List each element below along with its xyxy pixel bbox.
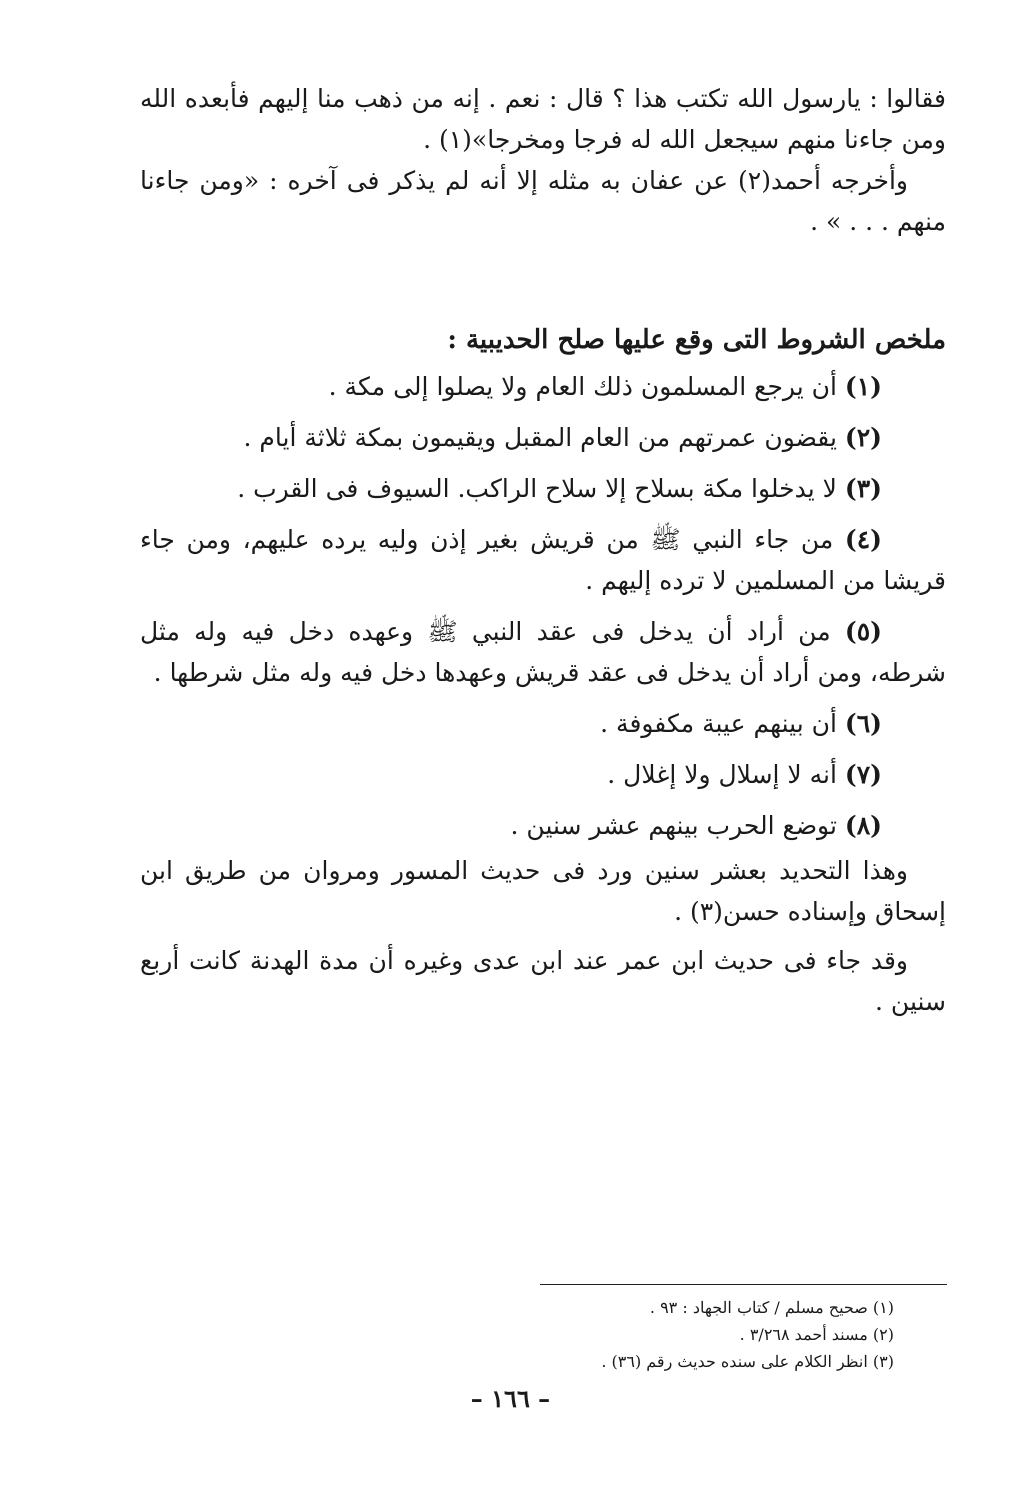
condition-number: (٢) bbox=[844, 423, 882, 452]
footnote-3: (٣) انظر الكلام على سنده حديث رقم (٣٦) . bbox=[601, 1352, 894, 1371]
condition-item-8 bbox=[140, 805, 946, 846]
condition-text: أن بينهم عيبة مكفوفة . bbox=[600, 709, 837, 738]
condition-item-3 bbox=[140, 468, 946, 509]
page-number: – ١٦٦ – bbox=[470, 1384, 551, 1413]
condition-text: لا يدخلوا مكة بسلاح إلا سلاح الراكب. السيوف فى القرب . bbox=[237, 474, 837, 503]
condition-item-5 bbox=[140, 611, 946, 693]
ahmad-narration-paragraph: وأخرجه أحمد(٢) عن عفان به مثله إلا أنه لم يذكر فى آخره : «ومن جاءنا منهم . . . » . bbox=[140, 166, 946, 236]
condition-item-2 bbox=[140, 417, 946, 458]
condition-number: (٦) bbox=[844, 709, 882, 738]
condition-text: من أراد أن يدخل فى عقد النبي ﷺ وعهده دخل فيه وله مثل شرطه، ومن أراد أن يدخل فى عقد قريش وعهدها دخل فيه وله مثل شرطها . bbox=[140, 617, 946, 687]
condition-item-7 bbox=[140, 754, 946, 795]
condition-text: أن يرجع المسلمون ذلك العام ولا يصلوا إلى مكة . bbox=[328, 372, 837, 401]
section-heading: ملخص الشروط التى وقع عليها صلح الحديبية : bbox=[447, 325, 946, 355]
condition-number: (٨) bbox=[844, 811, 882, 840]
condition-number: (٣) bbox=[844, 474, 882, 503]
condition-text: يقضون عمرتهم من العام المقبل ويقيمون بمكة ثلاثة أيام . bbox=[243, 423, 837, 452]
condition-text: من جاء النبي ﷺ من قريش بغير إذن وليه يرده عليهم، ومن جاء قريشا من المسلمين لا ترده إليهم . bbox=[140, 525, 946, 595]
condition-number: (١) bbox=[844, 372, 882, 401]
footnote-2: (٢) مسند أحمد ٣/٢٦٨ . bbox=[739, 1325, 894, 1344]
condition-item-4 bbox=[140, 519, 946, 601]
hadith-quote-paragraph: فقالوا : يارسول الله تكتب هذا ؟ قال : نعم . إنه من ذهب منا إليهم فأبعده الله ومن جاءنا منهم سيجعل الله له فرجا ومخرجا»(١) . bbox=[140, 84, 946, 154]
footnote-divider bbox=[540, 1284, 947, 1285]
condition-text: توضع الحرب بينهم عشر سنين . bbox=[510, 811, 837, 840]
four-years-paragraph: وقد جاء فى حديث ابن عمر عند ابن عدى وغيره أن مدة الهدنة كانت أربع سنين . bbox=[140, 946, 946, 1016]
conditions-section bbox=[140, 320, 946, 1022]
footnote-1: (١) صحيح مسلم / كتاب الجهاد : ٩٣ . bbox=[649, 1298, 894, 1317]
condition-number: (٤) bbox=[844, 525, 883, 554]
condition-number: (٧) bbox=[844, 760, 882, 789]
intro-block bbox=[140, 78, 946, 242]
footnotes bbox=[140, 1294, 894, 1375]
condition-item-6 bbox=[140, 703, 946, 744]
condition-item-1 bbox=[140, 366, 946, 407]
condition-number: (٥) bbox=[844, 617, 882, 646]
condition-text: أنه لا إسلال ولا إغلال . bbox=[607, 760, 837, 789]
ten-years-paragraph: وهذا التحديد بعشر سنين ورد فى حديث المسور ومروان من طريق ابن إسحاق وإسناده حسن(٣) . bbox=[140, 856, 946, 926]
